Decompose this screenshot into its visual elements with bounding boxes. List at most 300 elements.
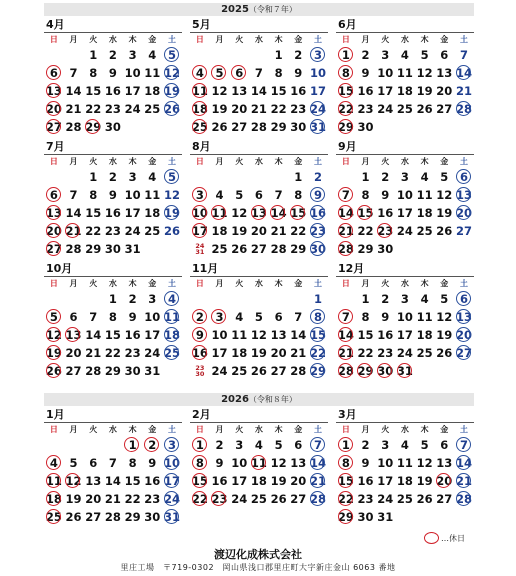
day-cell: 30	[357, 510, 374, 524]
empty-day	[83, 436, 103, 454]
weekday-label: 日	[341, 157, 350, 166]
weekday-label: 土	[313, 35, 322, 44]
day-cell: 2	[381, 292, 390, 306]
day-cell: 2	[313, 170, 322, 184]
day-cell: 10	[211, 328, 228, 342]
day-cell: 6	[294, 438, 303, 452]
weekday-label: 土	[313, 279, 322, 288]
holiday-day-cell: 21	[337, 224, 354, 238]
day-cell: 4	[215, 188, 224, 202]
day-cell: 15	[270, 84, 287, 98]
month-calendar	[190, 140, 328, 258]
day-cell: 1	[108, 292, 117, 306]
year-header-2026	[44, 393, 474, 406]
day-cell: 3	[128, 48, 137, 62]
weekday-label: 木	[128, 35, 137, 44]
day-cell: 1	[361, 292, 370, 306]
day-cell: 24	[396, 224, 413, 238]
month-title: 1月	[44, 408, 182, 423]
week-row	[190, 46, 328, 64]
weekday-label: 月	[69, 425, 78, 434]
day-cell: 3	[400, 292, 409, 306]
weekday-label: 土	[459, 35, 468, 44]
day-cell: 22	[85, 102, 102, 116]
empty-day	[162, 118, 182, 136]
day-cell: 26	[436, 224, 453, 238]
week-row	[190, 64, 328, 82]
day-cell: 10	[144, 310, 161, 324]
weekday-label: 月	[215, 35, 224, 44]
day-cell-combined: 23 30	[195, 364, 205, 378]
day-cell: 12	[250, 328, 267, 342]
empty-day	[454, 362, 474, 380]
weekday-label: 水	[400, 425, 409, 434]
holiday-day-cell: 3	[162, 436, 182, 454]
day-cell: 29	[270, 120, 287, 134]
day-cell: 30	[104, 242, 121, 256]
empty-day	[454, 240, 474, 258]
day-cell: 27	[231, 120, 248, 134]
weekday-label: 月	[69, 279, 78, 288]
day-cell: 12	[436, 188, 453, 202]
day-cell: 19	[250, 346, 267, 360]
month-title: 12月	[336, 262, 474, 277]
month-calendar	[44, 262, 182, 380]
week-row	[44, 46, 182, 64]
weekday-label: 木	[274, 279, 283, 288]
day-cell: 1	[294, 170, 303, 184]
holiday-day-cell: 13	[250, 206, 267, 220]
empty-day	[269, 168, 289, 186]
day-cell: 11	[144, 66, 161, 80]
day-cell: 14	[104, 474, 121, 488]
holiday-day-cell: 15	[191, 474, 208, 488]
day-cell: 13	[270, 328, 287, 342]
week-row	[190, 436, 328, 454]
holiday-day-cell: 14	[309, 456, 326, 470]
weekday-label: 土	[459, 157, 468, 166]
day-cell: 31	[377, 510, 394, 524]
weekday-label: 金	[148, 279, 157, 288]
holiday-day-cell: 4	[190, 64, 210, 82]
day-cell: 12	[270, 456, 287, 470]
day-cell: 27	[250, 242, 267, 256]
year-label: 2025	[221, 4, 249, 15]
holiday-day-cell: 3	[190, 186, 210, 204]
empty-day	[249, 290, 269, 308]
week-row	[336, 472, 474, 490]
week-row	[190, 362, 328, 380]
empty-day	[210, 46, 230, 64]
week-row	[336, 290, 474, 308]
day-cell: 18	[396, 84, 413, 98]
day-cell: 18	[144, 206, 161, 220]
day-cell: 20	[65, 346, 82, 360]
holiday-day-cell: 28	[455, 102, 472, 116]
day-cell: 19	[416, 474, 433, 488]
holiday-day-cell: 1	[336, 436, 356, 454]
day-cell: 7	[274, 188, 283, 202]
holiday-day-cell: 1	[190, 436, 210, 454]
company-name: 渡辺化成株式会社	[214, 548, 302, 561]
holiday-day-cell: 19	[163, 206, 180, 220]
holiday-day-cell: 12	[45, 328, 62, 342]
week-row	[336, 204, 474, 222]
holiday-day-cell: 28	[337, 364, 354, 378]
month-calendar	[336, 408, 474, 526]
day-cell: 5	[274, 438, 283, 452]
day-cell: 6	[274, 310, 283, 324]
holiday-day-cell: 16	[309, 206, 326, 220]
month-title: 10月	[44, 262, 182, 277]
day-cell: 23	[290, 102, 307, 116]
day-cell: 18	[416, 206, 433, 220]
day-cell: 3	[400, 170, 409, 184]
day-cell: 30	[124, 364, 141, 378]
weekday-label: 水	[254, 425, 263, 434]
weekday-label: 日	[195, 425, 204, 434]
weekday-label: 金	[440, 425, 449, 434]
month-title: 7月	[44, 140, 182, 155]
week-row	[190, 168, 328, 186]
day-cell: 24	[377, 102, 394, 116]
day-cell: 22	[85, 224, 102, 238]
empty-day	[229, 290, 249, 308]
holiday-day-cell: 13	[45, 84, 62, 98]
holiday-day-cell: 11	[250, 456, 267, 470]
holiday-day-cell: 23	[211, 492, 228, 506]
day-cell: 4	[400, 48, 409, 62]
day-cell: 26	[436, 346, 453, 360]
holiday-day-cell: 14	[337, 328, 354, 342]
month-calendar	[336, 18, 474, 136]
holiday-day-cell: 29	[337, 120, 354, 134]
weekday-label: 金	[440, 279, 449, 288]
week-row	[44, 436, 182, 454]
day-cell: 24	[211, 364, 228, 378]
empty-day	[249, 46, 269, 64]
week-row	[190, 344, 328, 362]
weekday-label: 木	[128, 157, 137, 166]
day-cell: 11	[416, 310, 433, 324]
weekday-label: 金	[148, 425, 157, 434]
holiday-day-cell: 8	[308, 308, 328, 326]
week-row	[190, 326, 328, 344]
day-cell: 18	[250, 474, 267, 488]
era-label: （令和７年）	[248, 5, 297, 14]
holiday-day-cell: 13	[45, 206, 62, 220]
day-cell: 15	[85, 84, 102, 98]
weekday-header	[336, 277, 474, 290]
day-cell: 16	[357, 474, 374, 488]
day-cell: 23	[124, 346, 141, 360]
empty-day	[44, 436, 64, 454]
holiday-day-cell: 25	[45, 510, 62, 524]
day-cell: 4	[235, 310, 244, 324]
empty-day	[434, 118, 454, 136]
day-cell-combined: 24 31	[195, 242, 205, 256]
holiday-day-cell: 22	[309, 346, 326, 360]
day-cell: 17	[396, 328, 413, 342]
day-cell: 25	[144, 224, 161, 238]
day-cell: 17	[309, 84, 326, 98]
holiday-day-cell: 30	[377, 364, 394, 378]
weekday-label: 月	[69, 35, 78, 44]
holiday-day-cell: 13	[455, 188, 472, 202]
weekday-label: 金	[294, 425, 303, 434]
day-cell: 24	[231, 492, 248, 506]
empty-day	[210, 168, 230, 186]
day-cell: 9	[381, 310, 390, 324]
holiday-day-cell: 20	[436, 474, 453, 488]
day-cell: 14	[65, 206, 82, 220]
day-cell: 19	[65, 492, 82, 506]
holiday-day-cell: 24	[163, 492, 180, 506]
day-cell: 6	[440, 48, 449, 62]
day-cell: 21	[270, 224, 287, 238]
week-row	[44, 240, 182, 258]
week-row	[190, 204, 328, 222]
day-cell: 1	[89, 48, 98, 62]
day-cell: 17	[377, 474, 394, 488]
holiday-day-cell: 15	[337, 474, 354, 488]
weekday-label: 水	[254, 35, 263, 44]
week-row	[44, 186, 182, 204]
day-cell: 2	[108, 170, 117, 184]
holiday-day-cell: 23	[309, 224, 326, 238]
holiday-day-cell: 14	[455, 456, 472, 470]
weekday-header	[44, 33, 182, 46]
holiday-day-cell: 14	[337, 206, 354, 220]
day-cell: 20	[290, 474, 307, 488]
day-cell: 22	[357, 224, 374, 238]
week-row	[336, 168, 474, 186]
week-row	[44, 308, 182, 326]
day-cell: 13	[231, 84, 248, 98]
day-cell: 26	[163, 224, 180, 238]
weekday-label: 水	[400, 279, 409, 288]
week-row	[44, 290, 182, 308]
holiday-circle-icon	[424, 532, 439, 544]
week-row	[336, 490, 474, 508]
day-cell: 5	[254, 310, 263, 324]
day-cell: 13	[436, 456, 453, 470]
day-cell: 11	[396, 66, 413, 80]
day-cell: 25	[396, 492, 413, 506]
weekday-header	[44, 277, 182, 290]
month-title: 6月	[336, 18, 474, 33]
day-cell: 31	[124, 242, 141, 256]
day-cell: 14	[250, 84, 267, 98]
week-row	[336, 100, 474, 118]
holiday-day-cell: 14	[455, 66, 472, 80]
empty-day	[395, 508, 415, 526]
empty-day	[64, 168, 84, 186]
week-row	[190, 308, 328, 326]
day-cell: 18	[211, 224, 228, 238]
weekday-label: 金	[440, 35, 449, 44]
holiday-day-cell: 6	[44, 186, 64, 204]
weekday-label: 土	[167, 279, 176, 288]
month-calendar	[190, 408, 328, 508]
weekday-label: 火	[89, 425, 98, 434]
empty-day	[415, 118, 435, 136]
holiday-day-cell: 11	[211, 206, 228, 220]
day-cell: 4	[148, 48, 157, 62]
holiday-day-cell: 18	[45, 492, 62, 506]
holiday-day-cell: 7	[454, 436, 474, 454]
holiday-day-cell: 10	[163, 456, 180, 470]
weekday-label: 月	[215, 425, 224, 434]
weekday-label: 日	[49, 157, 58, 166]
holiday-day-cell: 5	[162, 46, 182, 64]
day-cell: 28	[65, 242, 82, 256]
weekday-label: 日	[341, 35, 350, 44]
week-row	[44, 204, 182, 222]
weekday-label: 木	[128, 425, 137, 434]
holiday-day-cell: 6	[229, 64, 249, 82]
weekday-label: 木	[420, 157, 429, 166]
day-cell: 25	[144, 102, 161, 116]
day-cell: 24	[124, 102, 141, 116]
empty-day	[64, 436, 84, 454]
weekday-label: 火	[235, 425, 244, 434]
day-cell: 9	[294, 66, 303, 80]
weekday-header	[336, 33, 474, 46]
empty-day	[336, 290, 356, 308]
day-cell: 10	[396, 310, 413, 324]
holiday-day-cell: 22	[337, 492, 354, 506]
empty-day	[44, 46, 64, 64]
day-cell: 25	[396, 102, 413, 116]
holiday-day-cell: 1	[336, 46, 356, 64]
week-row	[336, 308, 474, 326]
day-cell: 26	[65, 510, 82, 524]
holiday-day-cell: 28	[309, 492, 326, 506]
day-cell: 10	[124, 66, 141, 80]
holiday-day-cell: 26	[163, 102, 180, 116]
day-cell: 14	[85, 328, 102, 342]
empty-day	[190, 290, 210, 308]
holiday-day-cell: 10	[191, 206, 208, 220]
week-row	[336, 344, 474, 362]
holiday-day-cell: 7	[336, 186, 356, 204]
day-cell: 25	[416, 346, 433, 360]
weekday-label: 火	[89, 157, 98, 166]
weekday-label: 木	[420, 279, 429, 288]
month-calendar	[44, 408, 182, 526]
day-cell: 26	[416, 492, 433, 506]
day-cell: 16	[104, 84, 121, 98]
empty-day	[190, 46, 210, 64]
holiday-day-cell: 22	[337, 102, 354, 116]
day-cell: 20	[436, 84, 453, 98]
weekday-label: 水	[108, 279, 117, 288]
weekday-label: 土	[459, 279, 468, 288]
day-cell: 14	[290, 328, 307, 342]
day-cell: 11	[231, 328, 248, 342]
day-cell: 23	[357, 102, 374, 116]
holiday-day-cell: 31	[163, 510, 180, 524]
day-cell: 7	[459, 48, 468, 62]
day-cell: 2	[381, 170, 390, 184]
weekday-label: 火	[89, 35, 98, 44]
holiday-day-cell: 27	[455, 346, 472, 360]
week-row	[190, 472, 328, 490]
day-cell: 23	[104, 102, 121, 116]
day-cell: 26	[270, 492, 287, 506]
month-calendar	[44, 18, 182, 136]
weekday-label: 日	[49, 425, 58, 434]
holiday-day-cell: 8	[190, 454, 210, 472]
day-cell: 7	[69, 188, 78, 202]
day-cell: 6	[89, 456, 98, 470]
day-cell: 21	[85, 346, 102, 360]
day-cell: 3	[381, 48, 390, 62]
holiday-day-cell: 25	[191, 120, 208, 134]
weekday-label: 火	[381, 279, 390, 288]
weekday-label: 火	[235, 35, 244, 44]
day-cell: 23	[377, 346, 394, 360]
weekday-label: 火	[381, 425, 390, 434]
day-cell: 16	[290, 84, 307, 98]
weekday-label: 金	[148, 35, 157, 44]
day-cell: 4	[420, 292, 429, 306]
day-cell: 30	[144, 510, 161, 524]
empty-day	[375, 118, 395, 136]
holiday-day-cell: 20	[45, 102, 62, 116]
weekday-label: 木	[274, 425, 283, 434]
day-cell: 22	[357, 346, 374, 360]
week-row	[336, 82, 474, 100]
week-row	[336, 222, 474, 240]
day-cell: 5	[440, 170, 449, 184]
week-row	[190, 186, 328, 204]
empty-day	[142, 240, 162, 258]
holiday-day-cell: 21	[337, 346, 354, 360]
day-cell: 3	[128, 170, 137, 184]
day-cell: 17	[396, 206, 413, 220]
weekday-label: 日	[195, 157, 204, 166]
empty-day	[83, 290, 103, 308]
empty-day	[123, 118, 143, 136]
weekday-label: 土	[459, 425, 468, 434]
weekday-label: 土	[167, 157, 176, 166]
week-row	[44, 82, 182, 100]
holiday-day-cell: 6	[454, 168, 474, 186]
month-title: 2月	[190, 408, 328, 423]
week-row	[336, 118, 474, 136]
holiday-day-cell: 6	[44, 64, 64, 82]
empty-day	[434, 362, 454, 380]
day-cell: 12	[436, 310, 453, 324]
day-cell: 29	[290, 242, 307, 256]
weekday-label: 土	[167, 35, 176, 44]
holiday-day-cell: 3	[308, 46, 328, 64]
holiday-day-cell: 6	[454, 290, 474, 308]
month-calendar	[336, 140, 474, 258]
weekday-label: 月	[361, 35, 370, 44]
day-cell: 8	[274, 66, 283, 80]
empty-day	[229, 46, 249, 64]
month-calendar	[190, 262, 328, 380]
day-cell: 9	[361, 66, 370, 80]
week-row	[44, 100, 182, 118]
weekday-label: 水	[254, 157, 263, 166]
weekday-label: 水	[108, 35, 117, 44]
holiday-day-cell: 14	[270, 206, 287, 220]
week-row	[190, 82, 328, 100]
